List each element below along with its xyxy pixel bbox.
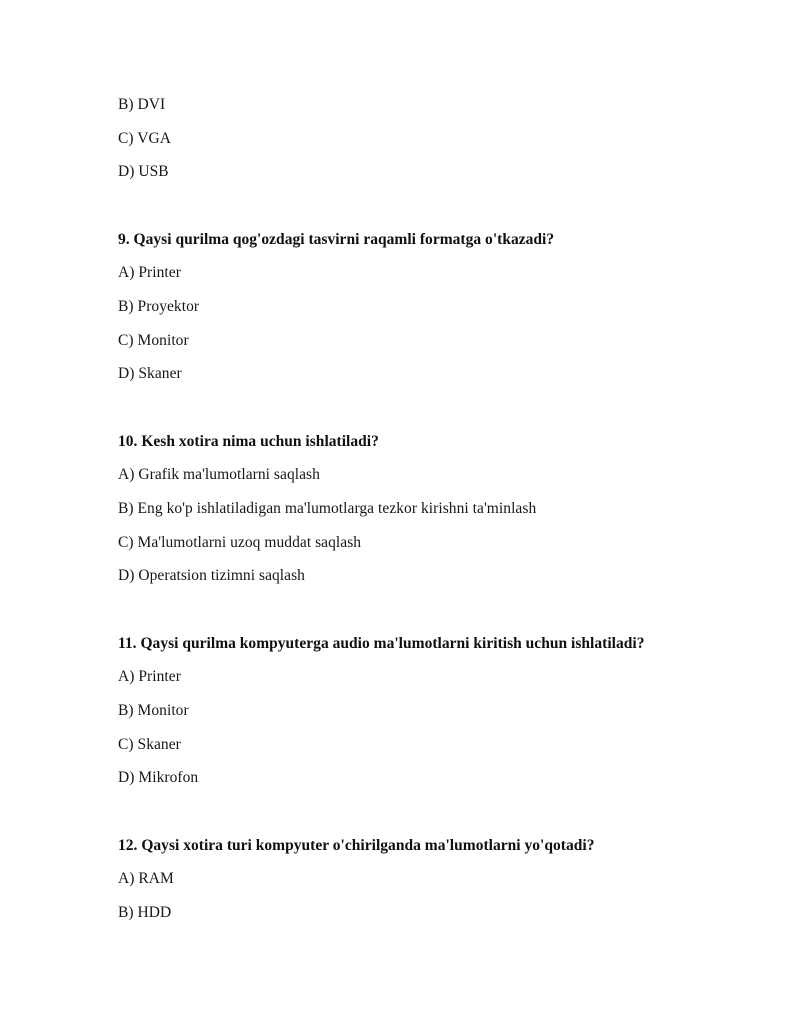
option-item: A) Printer [118, 668, 181, 686]
option-item: D) USB [118, 163, 169, 181]
question-block-11 [118, 627, 704, 795]
block-separator [118, 189, 704, 223]
question-block-9 [118, 223, 704, 391]
option-item: C) Ma'lumotlarni uzoq muddat saqlash [118, 533, 362, 551]
option-item: B) Monitor [118, 701, 189, 719]
option-item: C) Skaner [118, 735, 181, 753]
option-item: D) Mikrofon [118, 769, 199, 787]
document-body [118, 88, 704, 929]
block-separator [118, 593, 704, 627]
block-separator [118, 391, 704, 425]
option-item: B) HDD [118, 903, 172, 921]
continued-options-group [118, 88, 704, 189]
option-item: D) Operatsion tizimni saqlash [118, 567, 305, 585]
question-heading: 11. Qaysi qurilma kompyuterga audio ma'lumotlarni kiritish uchun ishlatiladi? [118, 634, 645, 652]
question-block-12 [118, 829, 704, 930]
option-item: B) Proyektor [118, 297, 200, 315]
option-item: B) DVI [118, 96, 166, 113]
block-separator [118, 795, 704, 829]
question-heading: 9. Qaysi qurilma qog'ozdagi tasvirni raqamli formatga o'tkazadi? [118, 230, 555, 248]
option-item: C) VGA [118, 129, 171, 147]
option-item: A) Grafik ma'lumotlarni saqlash [118, 466, 320, 484]
question-heading: 10. Kesh xotira nima uchun ishlatiladi? [118, 432, 379, 450]
option-item: A) RAM [118, 870, 174, 888]
option-item: D) Skaner [118, 365, 182, 383]
option-item: A) Printer [118, 264, 181, 282]
question-block-10 [118, 425, 704, 593]
option-item: B) Eng ko'p ishlatiladigan ma'lumotlarga tezkor kirishni ta'minlash [118, 499, 537, 517]
option-item: C) Monitor [118, 331, 189, 349]
question-heading: 12. Qaysi xotira turi kompyuter o'chirilganda ma'lumotlarni yo'qotadi? [118, 836, 595, 854]
